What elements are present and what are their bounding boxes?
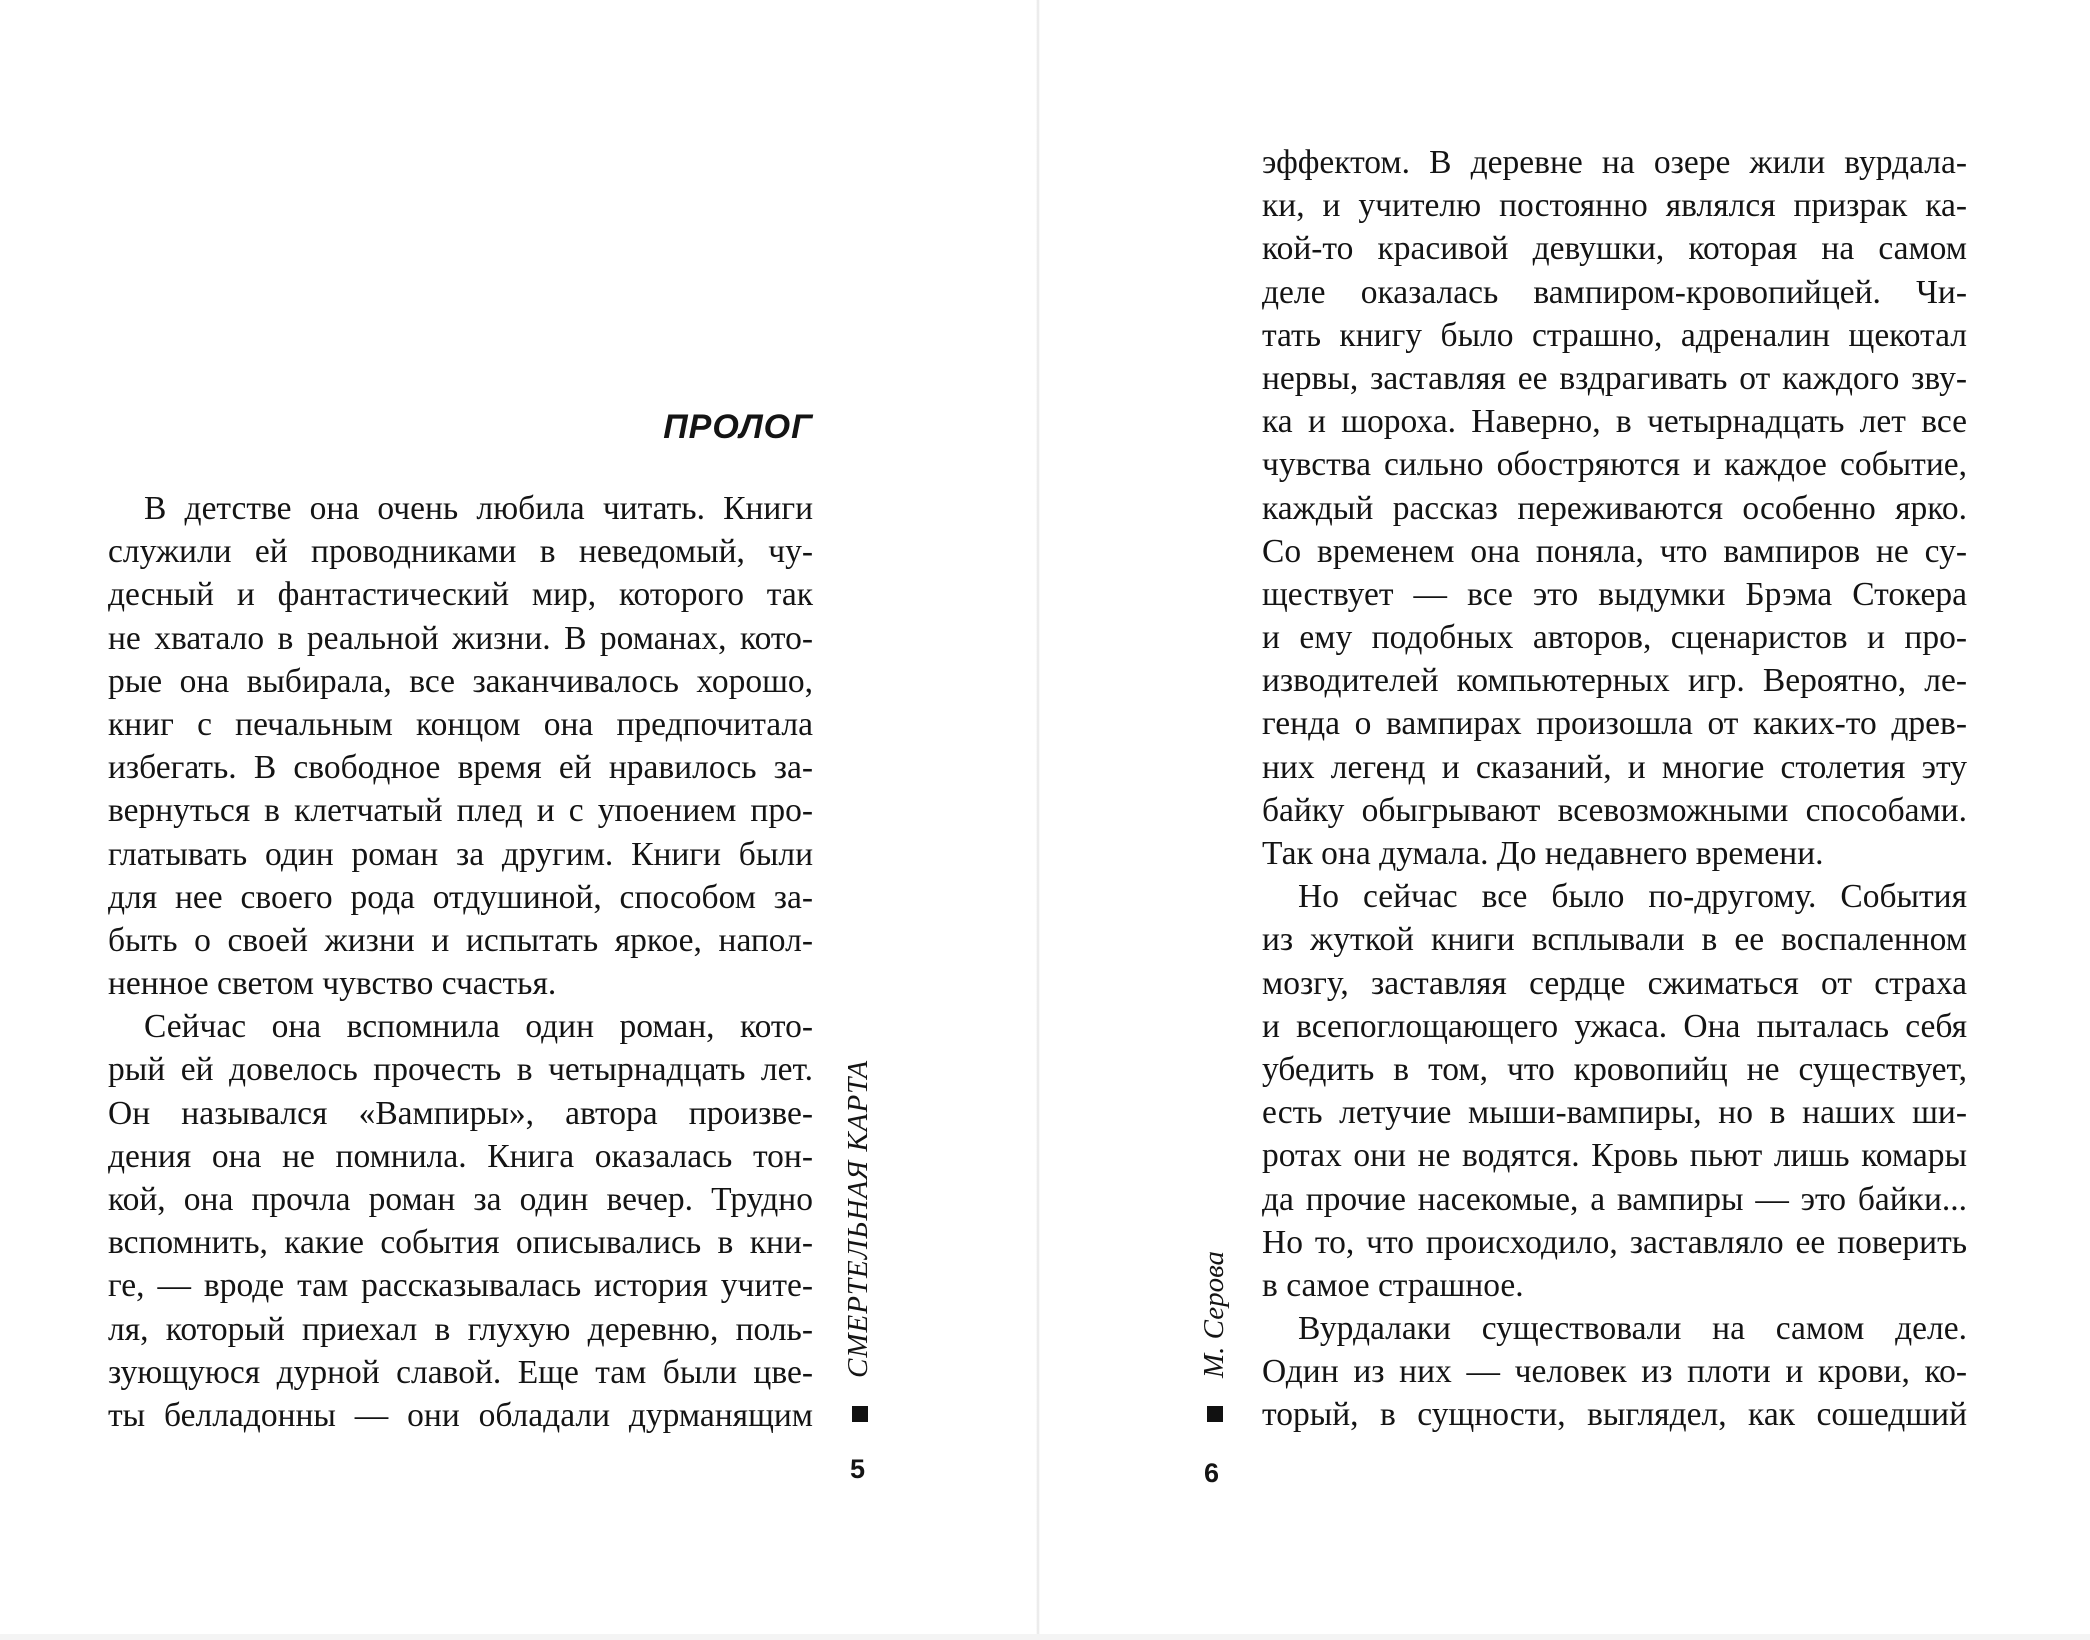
right-page-text (1262, 141, 1967, 1437)
text-line: убедить в том, что кровопийц не существует, (1262, 1050, 1967, 1088)
text-line: ротах они не водятся. Кровь пьют лишь комары (1262, 1137, 1967, 1175)
text-line: и ему подобных авторов, сценаристов и про- (1262, 619, 1967, 657)
text-line: Он назывался «Вампиры», автора произве- (108, 1094, 813, 1132)
right-page (1045, 0, 2090, 1640)
text-line: Но то, что происходило, заставляло ее поверить (1262, 1223, 1967, 1261)
text-line: да прочие насекомые, а вампиры — это байки... (1262, 1180, 1967, 1218)
page-number: 6 (1204, 1458, 1220, 1488)
text-line: вернуться в клетчатый плед и с упоением про- (108, 792, 813, 830)
text-line: книг с печальным концом она предпочитала (108, 705, 813, 743)
text-line: ты белладонны — они обладали дурманящим (108, 1396, 813, 1434)
running-title-author: М. Серова (1198, 1251, 1230, 1378)
text-line: ществует — все это выдумки Брэма Стокера (1262, 575, 1967, 613)
text-line: них легенд и сказаний, и многие столетия эту (1262, 748, 1967, 786)
text-line: генда о вампирах произошла от каких-то древ- (1262, 705, 1967, 743)
running-title-book: СМЕРТЕЛЬНАЯ КАРТА (842, 1059, 874, 1378)
text-line: кой, она прочла роман за один вечер. Трудно (108, 1181, 813, 1218)
text-line: мозгу, заставляя сердце сжиматься от страха (1262, 964, 1967, 1002)
text-line: глатывать один роман за другим. Книги были (108, 835, 813, 873)
text-line: ненное светом чувство счастья. (108, 965, 557, 1003)
text-line: деле оказалась вампиром-кровопийцей. Чи- (1262, 273, 1967, 311)
text-line: Сейчас она вспомнила один роман, кото- (144, 1008, 813, 1046)
text-line: Вурдалаки существовали на самом деле. (1298, 1310, 1967, 1348)
text-line: зующуюся дурной славой. Еще там были цве- (108, 1353, 813, 1391)
chapter-heading: ПРОЛОГ (663, 408, 813, 446)
text-line: Со временем она поняла, что вампиров не су- (1262, 532, 1967, 570)
text-line: избегать. В свободное время ей нравилось за- (108, 749, 813, 787)
text-line: Так она думала. До недавнего времени. (1262, 835, 1824, 872)
text-line: рый ей довелось прочесть в четырнадцать лет. (108, 1051, 813, 1089)
text-line: не хватало в реальной жизни. В романах, кото- (108, 619, 813, 657)
square-ornament (852, 1406, 868, 1422)
page-number: 5 (850, 1454, 866, 1484)
text-line: Но сейчас все было по-другому. События (1298, 878, 1967, 916)
text-line: нервы, заставляя ее вздрагивать от каждого зву- (1262, 359, 1967, 397)
text-line: быть о своей жизни и испытать яркое, напол- (108, 921, 813, 959)
text-line: ля, который приехал в глухую деревню, поль- (108, 1310, 813, 1348)
text-line: дения она не помнила. Книга оказалась тон- (108, 1137, 813, 1175)
text-line: кой-то красивой девушки, которая на самом (1262, 230, 1967, 268)
text-line: и всепоглощающего ужаса. Она пыталась себя (1262, 1007, 1967, 1045)
text-line: десный и фантастический мир, которого так (108, 576, 813, 614)
page-bottom-edge (0, 1634, 2090, 1640)
text-line: изводителей компьютерных игр. Вероятно, ле- (1262, 662, 1967, 700)
text-line: каждый рассказ переживаются особенно ярко. (1262, 489, 1967, 527)
book-gutter (1036, 0, 1040, 1640)
text-line: ге, — вроде там рассказывалась история учите- (108, 1267, 813, 1305)
text-line: чувства сильно обостряются и каждое событие, (1262, 446, 1967, 484)
text-line: ка и шороха. Наверно, в четырнадцать лет все (1262, 403, 1967, 441)
text-line: Один из них — человек из плоти и крови, ко- (1262, 1353, 1967, 1391)
text-line: служили ей проводниками в неведомый, чу- (108, 533, 813, 571)
text-line: для нее своего рода отдушиной, способом за- (108, 878, 813, 916)
text-line: байку обыгрывают всевозможными способами. (1262, 791, 1967, 829)
text-line: торый, в сущности, выглядел, как сошедший (1262, 1396, 1967, 1434)
text-line: вспомнить, какие события описывались в кни- (108, 1224, 813, 1262)
text-line: рые она выбирала, все заканчивалось хорошо, (108, 662, 813, 700)
text-line: ки, и учителю постоянно являлся призрак ка- (1262, 187, 1967, 225)
text-line: в самое страшное. (1262, 1266, 1524, 1304)
text-line: есть летучие мыши-вампиры, но в наших ши- (1262, 1094, 1967, 1132)
text-line: тать книгу было страшно, адреналин щекотал (1262, 316, 1967, 354)
text-line: В детстве она очень любила читать. Книги (144, 490, 813, 527)
square-ornament (1207, 1406, 1223, 1422)
text-line: эффектом. В деревне на озере жили вурдала- (1262, 144, 1967, 181)
left-page-text (108, 487, 813, 1437)
text-line: из жуткой книги всплывали в ее воспаленном (1262, 921, 1967, 959)
